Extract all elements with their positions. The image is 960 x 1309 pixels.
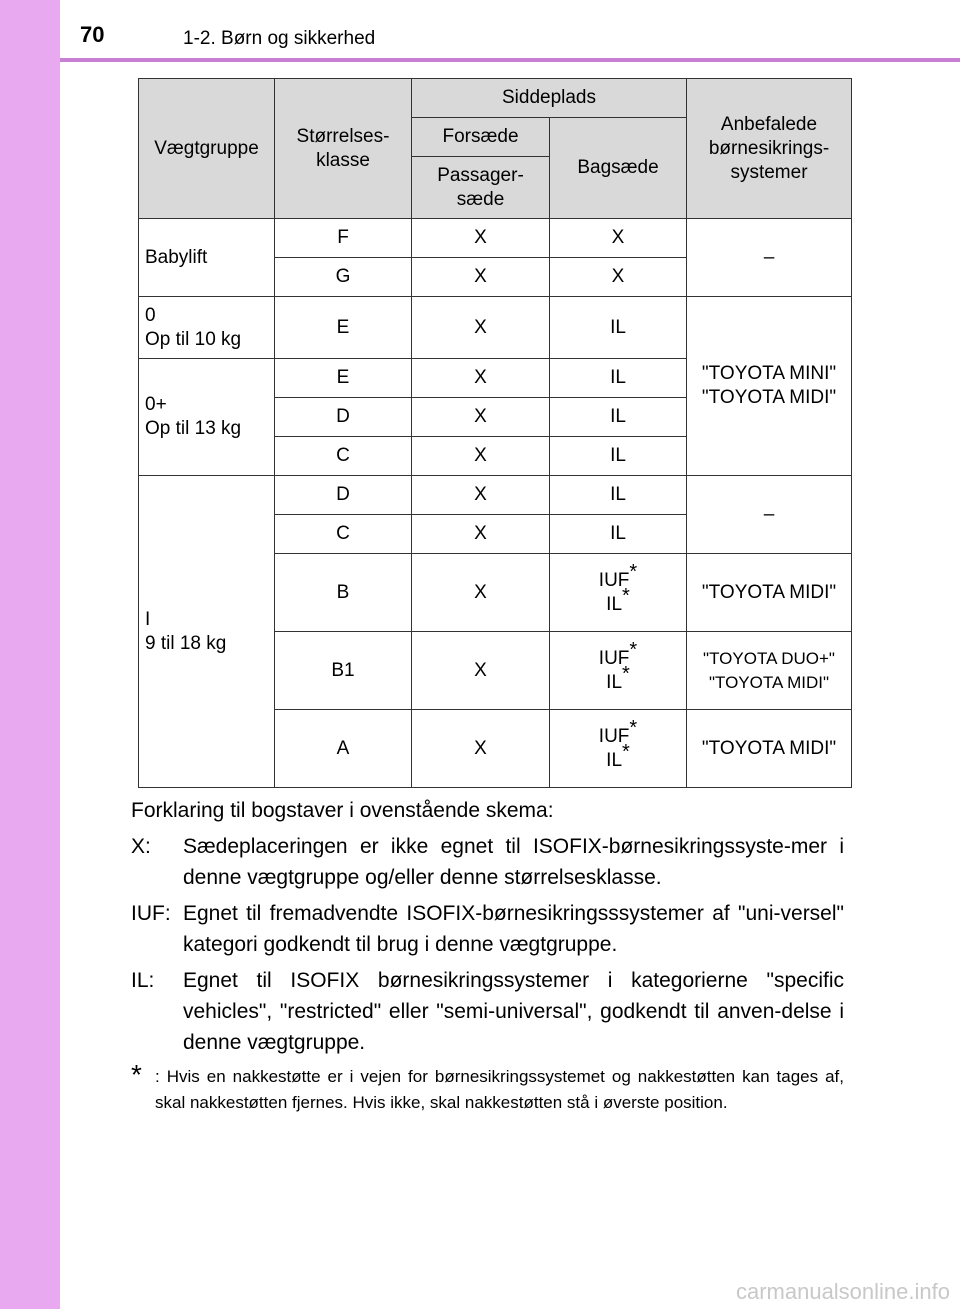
legend-text: Egnet til ISOFIX børnesikringssystemer i kategorierne "specific vehicles", "restricted" eller "semi-universal", godkendt til anven-delse i denne vægtgruppe.: [183, 969, 844, 1054]
front-cell: X: [412, 359, 550, 398]
asterisk: *: [629, 638, 638, 661]
watermark: carmanualsonline.info: [735, 1279, 950, 1304]
size-cell: E: [275, 297, 412, 359]
front-cell: X: [412, 258, 550, 297]
rear-cell: [550, 710, 687, 788]
size-cell: D: [275, 398, 412, 437]
header-passenger-seat: Passager- sæde: [412, 157, 550, 219]
header-weight-group: Vægtgruppe: [139, 79, 275, 219]
size-cell: B: [275, 554, 412, 632]
front-cell: X: [412, 437, 550, 476]
header-band: [0, 0, 960, 58]
asterisk: *: [629, 560, 638, 583]
group-0: [139, 297, 275, 359]
front-cell: X: [412, 219, 550, 258]
rear-il: IL: [606, 671, 623, 693]
footnote: [131, 1059, 844, 1116]
legend: [131, 795, 844, 1116]
group-1: [139, 476, 275, 788]
header-rule: [60, 58, 960, 62]
rear-cell: [550, 632, 687, 710]
asterisk: *: [622, 740, 630, 763]
legend-item-il: [131, 965, 844, 1058]
group-1-number: I: [145, 608, 151, 630]
rear-cell: IL: [550, 515, 687, 554]
asterisk: *: [622, 584, 630, 607]
rear-iuf: IUF: [598, 725, 630, 747]
legend-key: X:: [131, 835, 151, 858]
header-recommended: Anbefalede børnesikrings- systemer: [687, 79, 852, 219]
page-number: 70: [80, 22, 105, 47]
rear-iuf: IUF: [598, 569, 630, 591]
rear-cell: IL: [550, 476, 687, 515]
size-cell: D: [275, 476, 412, 515]
legend-item-x: [131, 831, 844, 893]
front-cell: X: [412, 554, 550, 632]
rear-cell: X: [550, 219, 687, 258]
size-cell: C: [275, 437, 412, 476]
group-0plus-number: 0+: [145, 394, 167, 415]
rear-cell: IL: [550, 398, 687, 437]
legend-item-iuf: [131, 898, 844, 960]
recommended-cell: "TOYOTA MINI" "TOYOTA MIDI": [687, 297, 852, 476]
group-0plus-weight: Op til 13 kg: [145, 418, 242, 439]
header-seat-position: Siddeplads: [412, 79, 687, 118]
legend-text: Egnet til fremadvendte ISOFIX-børnesikringsssystemer af "uni-versel" kategori godkendt til brug i denne vægtgruppe.: [183, 902, 844, 956]
front-cell: X: [412, 632, 550, 710]
size-cell: G: [275, 258, 412, 297]
rear-cell: [550, 554, 687, 632]
group-babylift: Babylift: [139, 219, 275, 297]
table-row: [139, 219, 852, 258]
front-cell: X: [412, 710, 550, 788]
rear-cell: IL: [550, 359, 687, 398]
rear-cell: IL: [550, 297, 687, 359]
recommended-cell: –: [687, 476, 852, 554]
header-size-class: Størrelses- klasse: [275, 79, 412, 219]
rear-cell: X: [550, 258, 687, 297]
section-title: 1-2. Børn og sikkerhed: [183, 28, 376, 49]
rear-iuf: IUF: [598, 647, 630, 669]
front-cell: X: [412, 515, 550, 554]
group-0-number: 0: [145, 304, 156, 326]
rear-il: IL: [606, 593, 623, 615]
size-cell: A: [275, 710, 412, 788]
table-row: [139, 476, 852, 515]
group-0-weight: Op til 10 kg: [145, 328, 242, 350]
isofix-table: [138, 78, 852, 788]
legend-intro: Forklaring til bogstaver i ovenstående skema:: [131, 799, 554, 822]
front-cell: X: [412, 476, 550, 515]
front-cell: X: [412, 297, 550, 359]
size-cell: C: [275, 515, 412, 554]
side-tab-top: [0, 0, 60, 58]
legend-key: IL:: [131, 969, 155, 992]
footnote-mark: *: [131, 1059, 142, 1090]
header-rear-seat: Bagsæde: [550, 118, 687, 219]
size-cell: E: [275, 359, 412, 398]
size-cell: F: [275, 219, 412, 258]
side-tab: [0, 0, 60, 1309]
legend-text: Sædeplaceringen er ikke egnet til ISOFIX-børnesikringssyste-mer i denne vægtgruppe og/eller denne størrelsesklasse.: [183, 835, 844, 889]
asterisk: *: [629, 716, 638, 739]
group-0plus: [139, 359, 275, 476]
recommended-cell: –: [687, 219, 852, 297]
recommended-cell: "TOYOTA MIDI": [687, 710, 852, 788]
header-front-seat: Forsæde: [412, 118, 550, 157]
legend-key: IUF:: [131, 902, 171, 925]
asterisk: *: [622, 662, 630, 685]
rear-cell: IL: [550, 437, 687, 476]
size-cell: B1: [275, 632, 412, 710]
rear-il: IL: [606, 749, 623, 771]
recommended-cell: "TOYOTA MIDI": [687, 554, 852, 632]
footnote-text: : Hvis en nakkestøtte er i vejen for børnesikringssystemet og nakkestøtten kan tages af, skal nakkestøtten fjernes. Hvis ikke, skal nakkestøtten stå i øverste position.: [155, 1067, 844, 1112]
front-cell: X: [412, 398, 550, 437]
recommended-cell: "TOYOTA DUO+" "TOYOTA MIDI": [687, 632, 852, 710]
table-row: [139, 297, 852, 359]
group-1-weight: 9 til 18 kg: [145, 632, 227, 654]
